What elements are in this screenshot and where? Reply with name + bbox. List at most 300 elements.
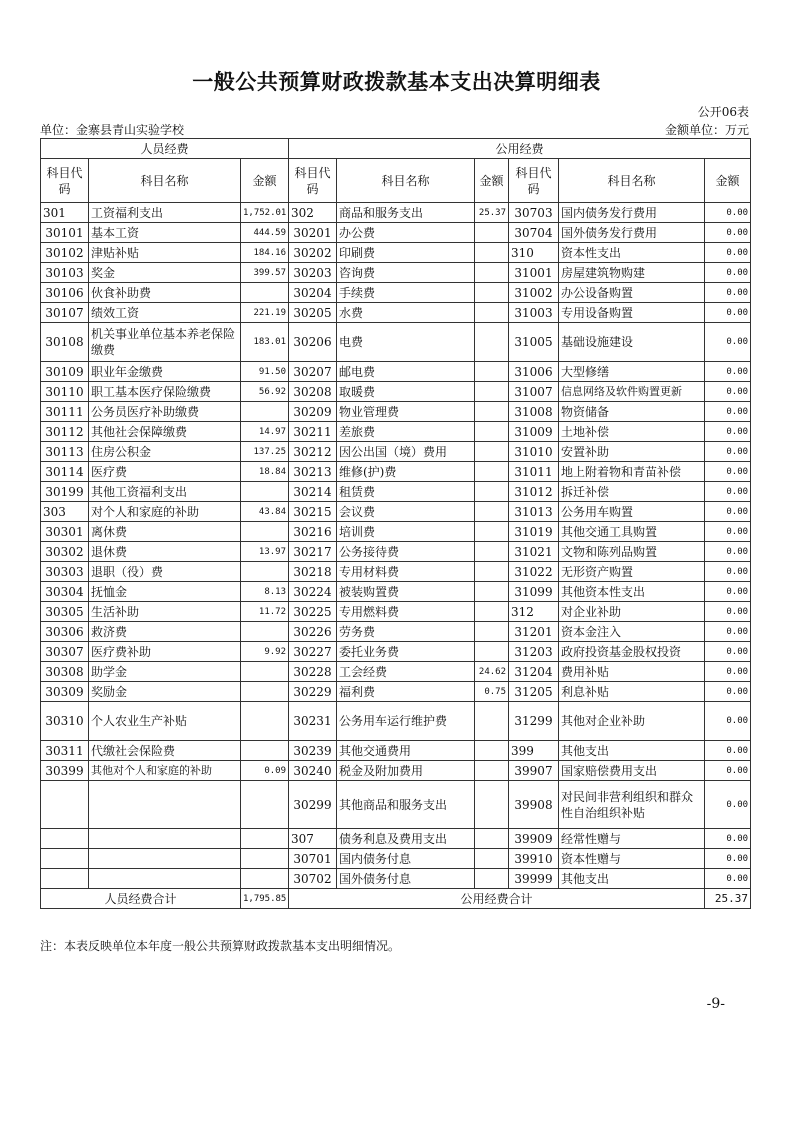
subject-code-cell: 30208: [289, 382, 337, 402]
name-header: 科目名称: [337, 159, 475, 203]
subject-name-cell: 抚恤金: [89, 582, 241, 602]
subject-name-cell: 对民间非营利组织和群众性自治组织补贴: [559, 781, 705, 829]
subject-code-cell: 31003: [509, 303, 559, 323]
amount-cell: 399.57: [241, 263, 289, 283]
amount-cell: 0.00: [705, 562, 751, 582]
subject-name-cell: 国外债务发行费用: [559, 223, 705, 243]
subject-name-cell: 其他交通费用: [337, 741, 475, 761]
subject-name-cell: 退休费: [89, 542, 241, 562]
subject-code-cell: 30308: [41, 662, 89, 682]
amount-cell: 0.09: [241, 761, 289, 781]
table-row: [41, 303, 751, 323]
amount-cell: [241, 402, 289, 422]
subject-code-cell: 31011: [509, 462, 559, 482]
subject-code-cell: 30110: [41, 382, 89, 402]
subject-code-cell: 30213: [289, 462, 337, 482]
amount-cell: 444.59: [241, 223, 289, 243]
amount-cell: [475, 642, 509, 662]
subject-code-cell: 30211: [289, 422, 337, 442]
personnel-total-amount: 1,795.85: [241, 889, 289, 909]
subject-name-cell: 公务用车购置: [559, 502, 705, 522]
table-row: [41, 283, 751, 303]
subject-code-cell: 31019: [509, 522, 559, 542]
subject-code-cell: 30205: [289, 303, 337, 323]
subject-code-cell: 31012: [509, 482, 559, 502]
table-row: [41, 829, 751, 849]
amount-cell: [475, 263, 509, 283]
subject-name-cell: 国家赔偿费用支出: [559, 761, 705, 781]
subject-name-cell: 因公出国（境）费用: [337, 442, 475, 462]
amount-cell: [475, 402, 509, 422]
subject-code-cell: 312: [509, 602, 559, 622]
table-row: [41, 761, 751, 781]
subject-name-cell: 办公设备购置: [559, 283, 705, 303]
subject-code-cell: 39909: [509, 829, 559, 849]
amount-cell: 0.00: [705, 829, 751, 849]
table-row: [41, 869, 751, 889]
subject-name-cell: 税金及附加费用: [337, 761, 475, 781]
subject-name-cell: 其他对个人和家庭的补助: [89, 761, 241, 781]
subject-name-cell: 住房公积金: [89, 442, 241, 462]
subject-name-cell: 代缴社会保险费: [89, 741, 241, 761]
subject-code-cell: 30228: [289, 662, 337, 682]
subject-name-cell: 土地补偿: [559, 422, 705, 442]
amount-cell: [475, 522, 509, 542]
amount-cell: [241, 522, 289, 542]
subject-name-cell: 对个人和家庭的补助: [89, 502, 241, 522]
subject-code-cell: 31013: [509, 502, 559, 522]
table-row: [41, 642, 751, 662]
subject-name-cell: 拆迁补偿: [559, 482, 705, 502]
subject-code-cell: 30302: [41, 542, 89, 562]
subject-name-cell: [89, 849, 241, 869]
table-row: [41, 602, 751, 622]
subject-code-cell: 30207: [289, 362, 337, 382]
amount-cell: [475, 781, 509, 829]
subject-name-cell: 公务用车运行维护费: [337, 702, 475, 741]
table-row: [41, 702, 751, 741]
subject-code-cell: 31021: [509, 542, 559, 562]
subject-name-cell: 物业管理费: [337, 402, 475, 422]
code-header: 科目代码: [289, 159, 337, 203]
table-row: [41, 362, 751, 382]
amount-cell: 0.00: [705, 662, 751, 682]
subject-code-cell: 30206: [289, 323, 337, 362]
subject-name-cell: 租赁费: [337, 482, 475, 502]
amount-cell: [475, 482, 509, 502]
subject-name-cell: 职业年金缴费: [89, 362, 241, 382]
amount-cell: [475, 502, 509, 522]
subject-code-cell: 301: [41, 203, 89, 223]
subject-name-cell: 国外债务付息: [337, 869, 475, 889]
subject-name-cell: 专用燃料费: [337, 602, 475, 622]
subject-name-cell: 培训费: [337, 522, 475, 542]
subject-name-cell: 无形资产购置: [559, 562, 705, 582]
subject-code-cell: 30226: [289, 622, 337, 642]
subject-code-cell: 31002: [509, 283, 559, 303]
subject-name-cell: 房屋建筑物购建: [559, 263, 705, 283]
amount-cell: 0.00: [705, 482, 751, 502]
amount-cell: [475, 382, 509, 402]
table-row: [41, 582, 751, 602]
amount-cell: 14.97: [241, 422, 289, 442]
subject-name-cell: [89, 869, 241, 889]
amount-cell: 0.00: [705, 462, 751, 482]
table-row: [41, 243, 751, 263]
amount-header: 金额: [475, 159, 509, 203]
totals-row: [41, 889, 751, 909]
amount-cell: 8.13: [241, 582, 289, 602]
subject-code-cell: 310: [509, 243, 559, 263]
amount-cell: [475, 223, 509, 243]
subject-name-cell: 资本性赠与: [559, 849, 705, 869]
subject-code-cell: 30103: [41, 263, 89, 283]
amount-cell: [475, 741, 509, 761]
subject-code-cell: 30109: [41, 362, 89, 382]
subject-name-cell: 医疗费: [89, 462, 241, 482]
amount-cell: 0.00: [705, 542, 751, 562]
amount-cell: 0.00: [705, 362, 751, 382]
subject-name-cell: 其他交通工具购置: [559, 522, 705, 542]
subject-name-cell: 地上附着物和青苗补偿: [559, 462, 705, 482]
table-row: [41, 682, 751, 702]
subject-code-cell: 31006: [509, 362, 559, 382]
amount-cell: 1,752.01: [241, 203, 289, 223]
table-row: [41, 422, 751, 442]
subject-name-cell: 邮电费: [337, 362, 475, 382]
amount-cell: [475, 562, 509, 582]
amount-header: 金额: [241, 159, 289, 203]
subject-name-cell: 水费: [337, 303, 475, 323]
amount-cell: [475, 243, 509, 263]
subject-code-cell: 30114: [41, 462, 89, 482]
subject-code-cell: 307: [289, 829, 337, 849]
subject-code-cell: 30225: [289, 602, 337, 622]
table-row: [41, 402, 751, 422]
subject-code-cell: 30199: [41, 482, 89, 502]
amount-cell: [475, 849, 509, 869]
subject-name-cell: 津贴补贴: [89, 243, 241, 263]
subject-code-cell: 30101: [41, 223, 89, 243]
subject-code-cell: 30231: [289, 702, 337, 741]
amount-cell: [475, 303, 509, 323]
subject-code-cell: 30215: [289, 502, 337, 522]
subject-name-cell: 退职（役）费: [89, 562, 241, 582]
subject-name-cell: 费用补贴: [559, 662, 705, 682]
amount-cell: 0.00: [705, 323, 751, 362]
subject-code-cell: 30204: [289, 283, 337, 303]
amount-cell: [241, 702, 289, 741]
subject-code-cell: 39908: [509, 781, 559, 829]
subject-name-cell: 助学金: [89, 662, 241, 682]
amount-cell: 56.92: [241, 382, 289, 402]
subject-code-cell: 30304: [41, 582, 89, 602]
subject-name-cell: 基础设施建设: [559, 323, 705, 362]
subject-name-cell: 取暖费: [337, 382, 475, 402]
subject-code-cell: 30113: [41, 442, 89, 462]
subject-code-cell: 31299: [509, 702, 559, 741]
subject-code-cell: 31007: [509, 382, 559, 402]
subject-name-cell: 个人农业生产补贴: [89, 702, 241, 741]
subject-code-cell: [41, 829, 89, 849]
amount-cell: 0.00: [705, 263, 751, 283]
subject-code-cell: 31008: [509, 402, 559, 422]
subject-name-cell: 手续费: [337, 283, 475, 303]
subject-code-cell: 30307: [41, 642, 89, 662]
subject-name-cell: 劳务费: [337, 622, 475, 642]
table-row: [41, 502, 751, 522]
amount-cell: 0.00: [705, 582, 751, 602]
subject-name-cell: [89, 781, 241, 829]
subject-name-cell: 债务利息及费用支出: [337, 829, 475, 849]
subject-name-cell: 维修(护)费: [337, 462, 475, 482]
amount-cell: [475, 542, 509, 562]
subject-code-cell: 30111: [41, 402, 89, 422]
table-row: [41, 442, 751, 462]
subject-code-cell: 31201: [509, 622, 559, 642]
subject-code-cell: 30299: [289, 781, 337, 829]
subject-name-cell: 其他社会保障缴费: [89, 422, 241, 442]
subject-name-cell: 基本工资: [89, 223, 241, 243]
subject-name-cell: 政府投资基金股权投资: [559, 642, 705, 662]
amount-cell: [475, 422, 509, 442]
amount-cell: 13.97: [241, 542, 289, 562]
amount-cell: 91.50: [241, 362, 289, 382]
amount-cell: [241, 849, 289, 869]
subject-code-cell: 30216: [289, 522, 337, 542]
subject-name-cell: 信息网络及软件购置更新: [559, 382, 705, 402]
amount-cell: [475, 442, 509, 462]
table-row: [41, 223, 751, 243]
code-header: 科目代码: [41, 159, 89, 203]
subject-name-cell: 机关事业单位基本养老保险缴费: [89, 323, 241, 362]
amount-cell: 0.00: [705, 382, 751, 402]
name-header: 科目名称: [89, 159, 241, 203]
amount-cell: [475, 362, 509, 382]
form-number: 公开06表: [697, 105, 749, 119]
public-header: 公用经费: [289, 139, 751, 159]
amount-cell: [475, 761, 509, 781]
code-header: 科目代码: [509, 159, 559, 203]
amount-cell: [241, 741, 289, 761]
amount-cell: 221.19: [241, 303, 289, 323]
subject-code-cell: 30217: [289, 542, 337, 562]
table-row: [41, 849, 751, 869]
amount-cell: 0.00: [705, 741, 751, 761]
table-row: [41, 462, 751, 482]
subject-name-cell: [89, 829, 241, 849]
page-title: 一般公共预算财政拨款基本支出决算明细表: [192, 69, 601, 94]
subject-name-cell: 印刷费: [337, 243, 475, 263]
subject-name-cell: 大型修缮: [559, 362, 705, 382]
name-header: 科目名称: [559, 159, 705, 203]
amount-cell: 25.37: [475, 203, 509, 223]
amount-cell: 0.00: [705, 602, 751, 622]
subject-name-cell: 奖励金: [89, 682, 241, 702]
subject-name-cell: 绩效工资: [89, 303, 241, 323]
amount-cell: [475, 283, 509, 303]
amount-cell: [241, 662, 289, 682]
amount-cell: [241, 283, 289, 303]
subject-name-cell: 公务员医疗补助缴费: [89, 402, 241, 422]
subject-code-cell: 30305: [41, 602, 89, 622]
amount-cell: 0.00: [705, 781, 751, 829]
amount-cell: [241, 682, 289, 702]
table-row: [41, 203, 751, 223]
table-row: [41, 662, 751, 682]
subject-name-cell: 对企业补助: [559, 602, 705, 622]
amount-cell: 11.72: [241, 602, 289, 622]
subject-code-cell: 30702: [289, 869, 337, 889]
amount-cell: 0.00: [705, 869, 751, 889]
subject-name-cell: 电费: [337, 323, 475, 362]
amount-cell: [241, 482, 289, 502]
amount-cell: [475, 869, 509, 889]
subject-code-cell: 30240: [289, 761, 337, 781]
subject-name-cell: 工会经费: [337, 662, 475, 682]
subject-code-cell: 31001: [509, 263, 559, 283]
subject-code-cell: 39907: [509, 761, 559, 781]
subject-code-cell: 39999: [509, 869, 559, 889]
subject-code-cell: 31022: [509, 562, 559, 582]
subject-name-cell: 商品和服务支出: [337, 203, 475, 223]
subject-code-cell: 30309: [41, 682, 89, 702]
subject-code-cell: 30108: [41, 323, 89, 362]
subject-code-cell: 30703: [509, 203, 559, 223]
amount-cell: [475, 622, 509, 642]
subject-code-cell: 399: [509, 741, 559, 761]
amount-cell: [475, 323, 509, 362]
amount-cell: [475, 602, 509, 622]
subject-name-cell: 工资福利支出: [89, 203, 241, 223]
table-row: [41, 382, 751, 402]
subject-name-cell: 办公费: [337, 223, 475, 243]
amount-cell: [241, 781, 289, 829]
table-body: [41, 203, 751, 889]
subject-code-cell: 30107: [41, 303, 89, 323]
subject-name-cell: 奖金: [89, 263, 241, 283]
subject-name-cell: 专用材料费: [337, 562, 475, 582]
amount-cell: [241, 562, 289, 582]
amount-cell: 0.00: [705, 442, 751, 462]
amount-cell: 9.92: [241, 642, 289, 662]
subject-code-cell: 31009: [509, 422, 559, 442]
subject-name-cell: 职工基本医疗保险缴费: [89, 382, 241, 402]
subject-code-cell: 31010: [509, 442, 559, 462]
table-row: [41, 323, 751, 362]
subject-name-cell: 被装购置费: [337, 582, 475, 602]
amount-cell: 0.00: [705, 502, 751, 522]
subject-code-cell: 30202: [289, 243, 337, 263]
subject-code-cell: 31203: [509, 642, 559, 662]
subject-name-cell: 公务接待费: [337, 542, 475, 562]
subject-code-cell: 30311: [41, 741, 89, 761]
subject-code-cell: 31205: [509, 682, 559, 702]
table-row: [41, 741, 751, 761]
subject-code-cell: 30704: [509, 223, 559, 243]
subject-code-cell: 31005: [509, 323, 559, 362]
subject-code-cell: 31204: [509, 662, 559, 682]
subject-code-cell: 30399: [41, 761, 89, 781]
subject-name-cell: 专用设备购置: [559, 303, 705, 323]
amount-header: 金额: [705, 159, 751, 203]
amount-cell: 0.00: [705, 622, 751, 642]
subject-code-cell: 30239: [289, 741, 337, 761]
subject-code-cell: 30227: [289, 642, 337, 662]
amount-cell: 0.00: [705, 422, 751, 442]
subject-code-cell: [41, 781, 89, 829]
money-unit-label: 金额单位：万元: [664, 123, 749, 137]
expenditure-table: [40, 138, 751, 909]
amount-cell: 0.00: [705, 402, 751, 422]
amount-cell: 0.00: [705, 283, 751, 303]
subject-code-cell: 30203: [289, 263, 337, 283]
subject-code-cell: 30301: [41, 522, 89, 542]
amount-cell: [475, 829, 509, 849]
amount-cell: 0.00: [705, 642, 751, 662]
subject-code-cell: 39910: [509, 849, 559, 869]
subject-code-cell: 30201: [289, 223, 337, 243]
public-total-amount: 25.37: [705, 889, 751, 909]
amount-cell: 0.00: [705, 303, 751, 323]
subject-code-cell: 30102: [41, 243, 89, 263]
subject-code-cell: 30209: [289, 402, 337, 422]
footnote: 注：本表反映单位本年度一般公共预算财政拨款基本支出明细情况。: [40, 939, 401, 953]
subject-name-cell: 其他支出: [559, 869, 705, 889]
amount-cell: [241, 622, 289, 642]
subject-code-cell: 30112: [41, 422, 89, 442]
page-number: -9-: [706, 996, 725, 1012]
subject-code-cell: 30303: [41, 562, 89, 582]
subject-name-cell: 救济费: [89, 622, 241, 642]
table-row: [41, 522, 751, 542]
subject-name-cell: 其他支出: [559, 741, 705, 761]
subject-name-cell: 生活补助: [89, 602, 241, 622]
subject-name-cell: 会议费: [337, 502, 475, 522]
subject-name-cell: 物资储备: [559, 402, 705, 422]
subject-name-cell: 伙食补助费: [89, 283, 241, 303]
amount-cell: 184.16: [241, 243, 289, 263]
subject-name-cell: 国内债务付息: [337, 849, 475, 869]
subject-name-cell: 福利费: [337, 682, 475, 702]
table-row: [41, 622, 751, 642]
subject-name-cell: 其他资本性支出: [559, 582, 705, 602]
amount-cell: [241, 829, 289, 849]
table-row: [41, 781, 751, 829]
amount-cell: 0.00: [705, 702, 751, 741]
amount-cell: 183.01: [241, 323, 289, 362]
subject-name-cell: 国内债务发行费用: [559, 203, 705, 223]
subject-name-cell: 其他工资福利支出: [89, 482, 241, 502]
amount-cell: 0.00: [705, 522, 751, 542]
amount-cell: 0.75: [475, 682, 509, 702]
subject-code-cell: 30212: [289, 442, 337, 462]
amount-cell: 0.00: [705, 203, 751, 223]
amount-cell: 43.84: [241, 502, 289, 522]
subject-code-cell: 30224: [289, 582, 337, 602]
subject-code-cell: [41, 849, 89, 869]
table-row: [41, 562, 751, 582]
subject-name-cell: 经常性赠与: [559, 829, 705, 849]
subject-name-cell: 安置补助: [559, 442, 705, 462]
amount-cell: 0.00: [705, 761, 751, 781]
subject-name-cell: 医疗费补助: [89, 642, 241, 662]
amount-cell: [475, 582, 509, 602]
amount-cell: 137.25: [241, 442, 289, 462]
subject-name-cell: 利息补贴: [559, 682, 705, 702]
public-total-label: 公用经费合计: [289, 889, 705, 909]
personnel-header: 人员经费: [41, 139, 289, 159]
